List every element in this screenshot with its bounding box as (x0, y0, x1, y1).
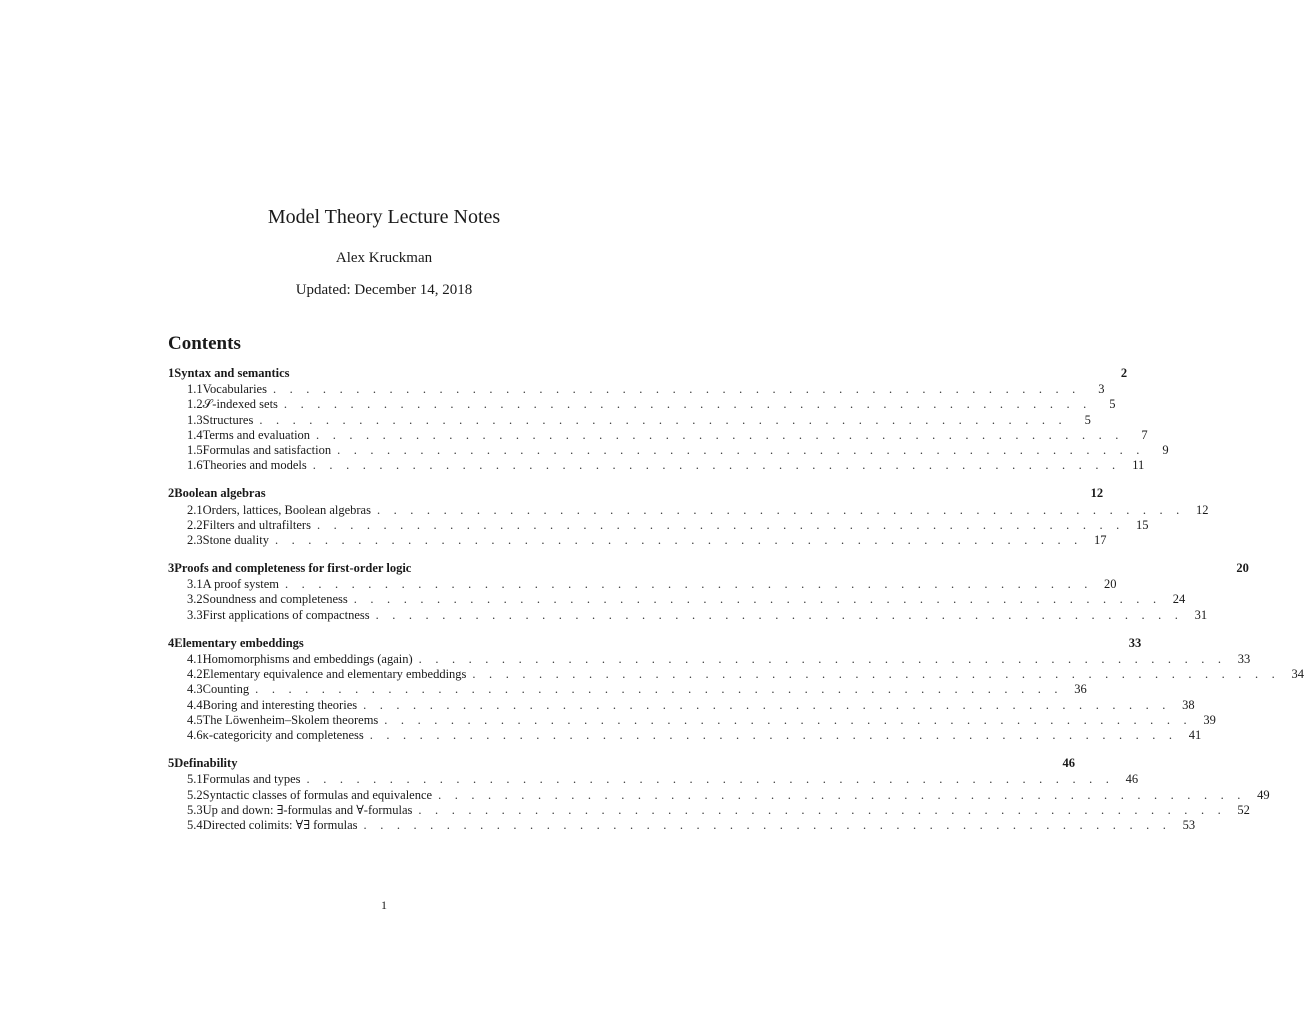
toc-entry-title: Soundness and completeness (202, 592, 348, 607)
toc-subsection-entry[interactable] (168, 577, 1117, 592)
toc-dot-leader: . . . . . . . . . . . . . . . . . . . . . . . . . . . . . . . . . . . . . . . . . . . . . . . . . (283, 397, 1092, 412)
toc-entry-page: 31 (1194, 607, 1208, 622)
toc-subsection-entry[interactable] (168, 412, 1091, 428)
toc-entry-number: 3.2 (187, 592, 203, 607)
toc-dot-leader: . . . . . . . . . . . . . . . . . . . . . . . . . . . . . . . . . . . . . . . . . . . . . . . . . (376, 502, 1185, 517)
toc-subsection-entry[interactable] (168, 667, 1304, 682)
toc-entry-title: A proof system (202, 577, 280, 592)
toc-entry-page: 5 (1084, 412, 1091, 427)
toc-section (168, 561, 1249, 623)
toc-entry-number: 5.1 (187, 772, 203, 787)
toc-section-entry[interactable] (168, 756, 1075, 771)
toc-dot-leader: . . . . . . . . . . . . . . . . . . . . . . . . . . . . . . . . . . . . . . . . . . . . . . . . . (259, 412, 1067, 427)
toc-entry-title: Counting (202, 682, 250, 697)
toc-entry-number: 4.4 (187, 697, 203, 712)
toc-entry-page: 2 (1120, 366, 1128, 380)
toc-dot-leader: . . . . . . . . . . . . . . . . . . . . . . . . . . . . . . . . . . . . . . . . . . . . . . . . . (369, 727, 1178, 742)
toc-entry-title: Elementary embeddings (174, 635, 304, 650)
toc-entry-title: Proofs and completeness for first-order logic (174, 561, 412, 576)
toc-entry-title: Terms and evaluation (202, 427, 311, 442)
toc-entry-number: 4.1 (187, 652, 203, 666)
toc-entry-title: Structures (202, 412, 254, 427)
toc-dot-leader: . . . . . . . . . . . . . . . . . . . . . . . . . . . . . . . . . . . . . . . . . . . . . . . . . (272, 382, 1081, 397)
toc-entry-number: 4.2 (187, 667, 203, 682)
toc-entry-number: 1.2 (187, 397, 203, 412)
toc-entry-number: 5 (168, 756, 175, 771)
toc-entry-title: Definability (174, 756, 238, 771)
toc-entry-page: 39 (1203, 712, 1216, 727)
toc-dot-leader: . . . . . . . . . . . . . . . . . . . . . . . . . . . . . . . . . . . . . . . . . . . . . . . . . (274, 532, 1083, 547)
contents-heading: Contents (168, 333, 241, 354)
toc-entry-number: 4.5 (187, 712, 203, 727)
toc-entry-number: 2.3 (187, 532, 203, 547)
toc-entry-page: 11 (1132, 458, 1145, 473)
toc-entry-number: 1.1 (187, 382, 203, 397)
toc-entry-title: Formulas and satisfaction (202, 442, 332, 457)
toc-entry-title: Orders, lattices, Boolean algebras (202, 502, 371, 517)
toc-entry-title: 𝒮-indexed sets (202, 397, 278, 412)
table-of-contents (168, 366, 1304, 846)
toc-entry-title: Vocabularies (202, 382, 267, 397)
toc-dot-leader: . . . . . . . . . . . . . . . . . . . . . . . . . . . . . . . . . . . . . . . . . . . . . . . . . (472, 667, 1280, 682)
toc-subsection-entry[interactable] (168, 772, 1139, 787)
toc-entry-number: 1.6 (187, 458, 203, 473)
toc-entry-title: Boolean algebras (174, 486, 266, 501)
toc-subsection-entry[interactable] (168, 502, 1209, 518)
toc-entry-page: 46 (1062, 756, 1075, 771)
toc-entry-number: 1.4 (187, 427, 203, 442)
toc-subsection-entry[interactable] (168, 787, 1270, 803)
toc-entry-page: 12 (1196, 502, 1209, 517)
toc-entry-number: 3.1 (187, 577, 203, 592)
toc-entry-title: Boring and interesting theories (202, 697, 358, 712)
toc-dot-leader: . . . . . . . . . . . . . . . . . . . . . . . . . . . . . . . . . . . . . . . . . . . . . . . . . (363, 817, 1172, 832)
toc-entry-title: Up and down: ∃-formulas and ∀-formulas (202, 802, 413, 817)
toc-dot-leader: . . . . . . . . . . . . . . . . . . . . . . . . . . . . . . . . . . . . . . . . . . . . . . . . . (316, 517, 1125, 532)
toc-entry-number: 4.3 (187, 682, 203, 697)
toc-section-entry[interactable] (168, 486, 1104, 501)
toc-entry-page: 36 (1074, 682, 1087, 697)
toc-section (168, 486, 1209, 548)
document-title: Model Theory Lecture Notes (267, 206, 501, 228)
toc-dot-leader: . . . . . . . . . . . . . . . . . . . . . . . . . . . . . . . . . . . . . . . . . . . . . . . . . (363, 697, 1171, 712)
toc-entry-title: Theories and models (202, 458, 307, 473)
toc-entry-number: 2.1 (187, 502, 203, 517)
toc-entry-number: 2 (168, 486, 175, 501)
toc-entry-page: 20 (1104, 577, 1117, 592)
page-number: 1 (381, 898, 387, 912)
toc-subsection-entry[interactable] (168, 697, 1195, 713)
toc-entry-page: 9 (1162, 442, 1169, 457)
toc-entry-page: 38 (1182, 697, 1195, 712)
toc-entry-number: 1.5 (187, 442, 203, 457)
toc-entry-page: 52 (1237, 802, 1250, 817)
toc-subsection-entry[interactable] (168, 397, 1116, 412)
toc-section (168, 366, 1169, 473)
document-author: Alex Kruckman (335, 250, 433, 266)
toc-section (168, 635, 1304, 743)
toc-dot-leader: . . . . . . . . . . . . . . . . . . . . . . . . . . . . . . . . . . . . . . . . . . . . . . . . . (316, 427, 1124, 442)
toc-entry-page: 20 (1236, 561, 1249, 576)
toc-entry-title: Filters and ultrafilters (202, 517, 311, 532)
toc-dot-leader: . . . . . . . . . . . . . . . . . . . . . . . . . . . . . . . . . . . . . . . . . . . . . . . . . (418, 802, 1226, 817)
toc-entry-page: 53 (1182, 817, 1196, 832)
toc-entry-title: Stone duality (202, 532, 269, 547)
toc-subsection-entry[interactable] (168, 517, 1149, 533)
toc-entry-page: 34 (1291, 667, 1304, 682)
toc-section-entry[interactable] (168, 635, 1142, 651)
toc-entry-page: 46 (1125, 772, 1139, 787)
toc-section-entry[interactable] (168, 366, 1128, 381)
toc-subsection-entry[interactable] (168, 652, 1251, 667)
toc-entry-page: 12 (1090, 486, 1104, 501)
toc-subsection-entry[interactable] (168, 382, 1105, 397)
toc-subsection-entry[interactable] (168, 427, 1148, 443)
toc-entry-page: 41 (1188, 727, 1202, 742)
toc-entry-number: 5.2 (187, 787, 203, 802)
toc-entry-title: κ-categoricity and completeness (202, 727, 364, 742)
toc-entry-number: 3 (168, 561, 175, 576)
toc-entry-number: 1.3 (187, 412, 203, 427)
toc-entry-page: 15 (1135, 517, 1149, 532)
toc-entry-page: 7 (1141, 427, 1148, 442)
toc-dot-leader: . . . . . . . . . . . . . . . . . . . . . . . . . . . . . . . . . . . . . . . . . . . . . . . . . (337, 442, 1145, 457)
toc-entry-title: Directed colimits: ∀∃ formulas (202, 817, 358, 832)
toc-subsection-entry[interactable] (168, 817, 1196, 833)
toc-dot-leader: . . . . . . . . . . . . . . . . . . . . . . . . . . . . . . . . . . . . . . . . . . . . . . . . . (418, 652, 1227, 666)
toc-subsection-entry[interactable] (168, 727, 1202, 743)
toc-entry-title: Elementary equivalence and elementary embeddings (202, 667, 467, 682)
toc-entry-page: 17 (1093, 532, 1107, 547)
toc-section-entry[interactable] (168, 561, 1249, 576)
toc-entry-title: The Löwenheim–Skolem theorems (202, 712, 379, 727)
toc-subsection-entry[interactable] (168, 458, 1145, 473)
toc-entry-number: 2.2 (187, 517, 203, 532)
toc-section (168, 756, 1270, 833)
toc-dot-leader: . . . . . . . . . . . . . . . . . . . . . . . . . . . . . . . . . . . . . . . . . . . . . . . . . (353, 592, 1162, 607)
toc-dot-leader: . . . . . . . . . . . . . . . . . . . . . . . . . . . . . . . . . . . . . . . . . . . . . . . . . (285, 577, 1093, 592)
toc-entry-number: 5.4 (187, 817, 203, 832)
toc-entry-page: 3 (1098, 382, 1105, 397)
toc-dot-leader: . . . . . . . . . . . . . . . . . . . . . . . . . . . . . . . . . . . . . . . . . . . . . . . . . (306, 772, 1115, 787)
toc-entry-title: Syntax and semantics (174, 366, 290, 380)
toc-entry-title: Formulas and types (202, 772, 301, 787)
toc-dot-leader: . . . . . . . . . . . . . . . . . . . . . . . . . . . . . . . . . . . . . . . . . . . . . . . . . (255, 682, 1063, 697)
toc-dot-leader: . . . . . . . . . . . . . . . . . . . . . . . . . . . . . . . . . . . . . . . . . . . . . . . . . (312, 458, 1121, 473)
toc-subsection-entry[interactable] (168, 607, 1208, 623)
toc-dot-leader: . . . . . . . . . . . . . . . . . . . . . . . . . . . . . . . . . . . . . . . . . . . . . . . . . (438, 787, 1246, 802)
toc-entry-page: 5 (1109, 397, 1116, 412)
toc-dot-leader: . . . . . . . . . . . . . . . . . . . . . . . . . . . . . . . . . . . . . . . . . . . . . . . . . (384, 712, 1192, 727)
toc-entry-page: 33 (1237, 652, 1251, 666)
toc-entry-title: First applications of compactness (202, 607, 370, 622)
toc-subsection-entry[interactable] (168, 802, 1250, 818)
toc-entry-page: 33 (1128, 635, 1142, 650)
toc-subsection-entry[interactable] (168, 712, 1216, 728)
toc-subsection-entry[interactable] (168, 592, 1186, 607)
toc-entry-page: 49 (1257, 787, 1270, 802)
toc-subsection-entry[interactable] (168, 442, 1169, 458)
toc-entry-number: 1 (168, 366, 175, 380)
toc-entry-number: 4.6 (187, 727, 203, 742)
toc-entry-title: Syntactic classes of formulas and equivalence (202, 787, 433, 802)
document-updated-date: Updated: December 14, 2018 (295, 282, 473, 298)
toc-subsection-entry[interactable] (168, 682, 1087, 697)
toc-entry-page: 24 (1172, 592, 1186, 607)
toc-entry-title: Homomorphisms and embeddings (again) (202, 652, 413, 666)
toc-entry-number: 5.3 (187, 802, 203, 817)
toc-entry-number: 3.3 (187, 607, 203, 622)
toc-subsection-entry[interactable] (168, 532, 1107, 548)
toc-entry-number: 4 (168, 635, 175, 650)
toc-dot-leader: . . . . . . . . . . . . . . . . . . . . . . . . . . . . . . . . . . . . . . . . . . . . . . . . . (375, 607, 1184, 622)
